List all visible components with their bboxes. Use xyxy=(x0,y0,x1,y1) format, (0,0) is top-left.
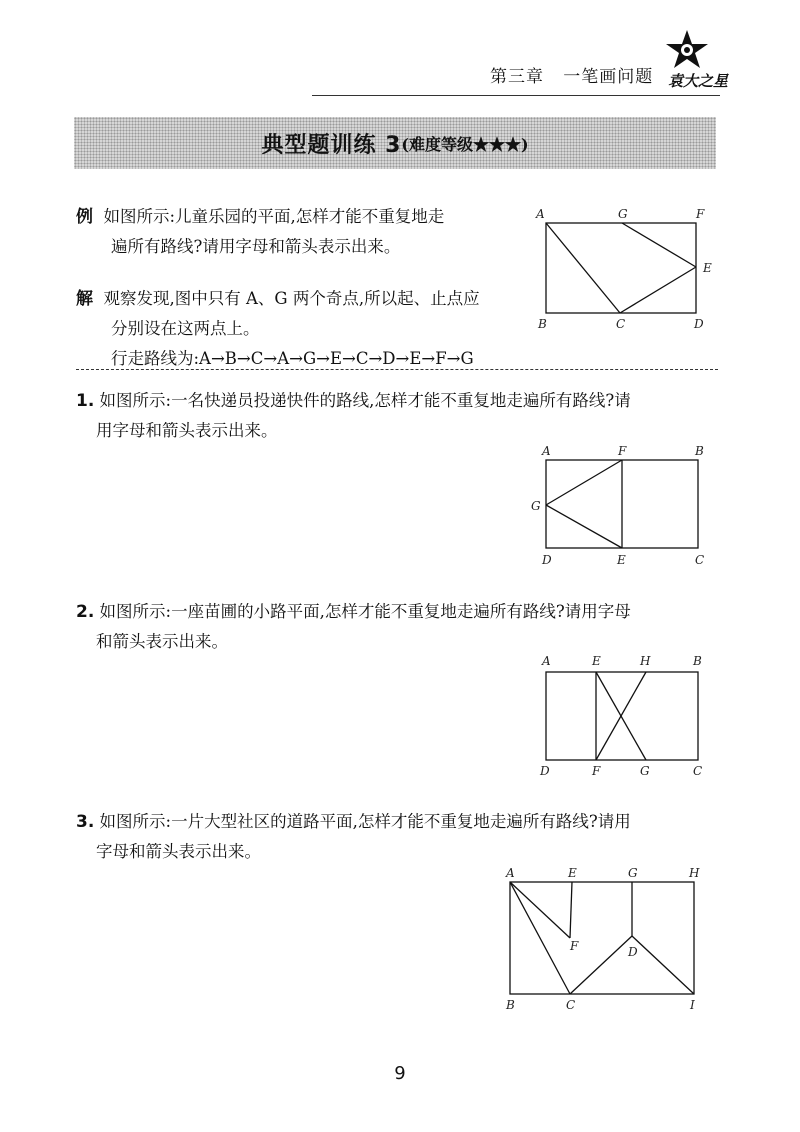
example-line-2: 遍所有路线?请用字母和箭头表示出来。 xyxy=(111,237,401,256)
problem-1-line-2: 用字母和箭头表示出来。 xyxy=(96,421,278,440)
figure-label-a: A xyxy=(506,866,515,880)
problem-1-number: 1. xyxy=(76,391,95,411)
chapter-label: 第三章 xyxy=(490,67,544,87)
figure-label-g: G xyxy=(640,764,650,778)
figure-label-a: A xyxy=(536,207,545,221)
figure-label-g: G xyxy=(618,207,628,221)
figure-label-f: F xyxy=(592,764,601,778)
figure-label-e: E xyxy=(592,654,601,668)
figure-label-c: C xyxy=(695,553,705,567)
solution-label: 解 xyxy=(76,289,93,309)
figure-label-a: A xyxy=(542,654,551,668)
page-number: 9 xyxy=(394,1063,406,1084)
problem-2-line-2: 和箭头表示出来。 xyxy=(96,632,228,651)
figure-label-d: D xyxy=(542,553,552,567)
figure-label-h: H xyxy=(640,654,651,668)
problem-3 xyxy=(76,807,726,867)
figure-label-b: B xyxy=(695,444,704,458)
figure-label-d: D xyxy=(628,945,638,959)
example-block xyxy=(76,202,536,262)
chapter-title: 一笔画问题 xyxy=(563,67,654,87)
figure-label-g: G xyxy=(628,866,638,880)
figure-label-e: E xyxy=(703,261,712,275)
problem-3-line-1: 如图所示:一片大型社区的道路平面,怎样才能不重复地走遍所有路线?请用 xyxy=(99,812,631,831)
problem-2-number: 2. xyxy=(76,602,95,622)
example-label: 例 xyxy=(76,207,93,227)
figure-label-b: B xyxy=(538,317,547,331)
problem-2-line-1: 如图所示:一座苗圃的小路平面,怎样才能不重复地走遍所有路线?请用字母 xyxy=(99,602,631,621)
solution-block xyxy=(76,284,546,374)
solution-line-3: 行走路线为:A→B→C→A→G→E→C→D→E→F→G xyxy=(111,349,474,368)
problem-3-line-2: 字母和箭头表示出来。 xyxy=(96,842,261,861)
section-banner xyxy=(74,117,716,169)
page-header xyxy=(490,62,800,96)
problem-3-number: 3. xyxy=(76,812,95,832)
figure-label-c: C xyxy=(693,764,703,778)
star-logo-icon xyxy=(662,28,712,72)
problem-1 xyxy=(76,386,726,446)
example-line-1: 如图所示:儿童乐园的平面,怎样才能不重复地走 xyxy=(103,207,445,226)
solution-line-2: 分别设在这两点上。 xyxy=(111,319,260,338)
problem-2 xyxy=(76,597,726,657)
banner-title: 典型题训练 3 xyxy=(261,132,402,158)
problem-2-figure xyxy=(528,652,718,782)
figure-label-f: F xyxy=(618,444,627,458)
figure-label-g: G xyxy=(531,499,541,513)
problem-3-figure xyxy=(498,862,714,1014)
figure-label-c: C xyxy=(566,998,576,1012)
figure-label-e: E xyxy=(617,553,626,567)
figure-label-h: H xyxy=(689,866,700,880)
figure-label-a: A xyxy=(542,444,551,458)
figure-label-d: D xyxy=(694,317,704,331)
figure-label-i: I xyxy=(690,998,695,1012)
logo-text: 袁大之星 xyxy=(668,72,729,90)
figure-label-d: D xyxy=(540,764,550,778)
figure-label-b: B xyxy=(506,998,515,1012)
solution-line-1: 观察发现,图中只有 A、G 两个奇点,所以起、止点应 xyxy=(103,289,480,308)
header-divider xyxy=(312,95,720,96)
banner-subtitle: (难度等级★★★) xyxy=(401,134,529,154)
figure-label-f: F xyxy=(570,939,579,953)
section-divider xyxy=(76,369,718,370)
figure-label-c: C xyxy=(616,317,626,331)
problem-1-figure xyxy=(528,442,718,572)
figure-label-b: B xyxy=(693,654,702,668)
problem-1-line-1: 如图所示:一名快递员投递快件的路线,怎样才能不重复地走遍所有路线?请 xyxy=(99,391,631,410)
figure-label-e: E xyxy=(568,866,577,880)
example-figure xyxy=(532,204,722,334)
figure-label-f: F xyxy=(696,207,705,221)
